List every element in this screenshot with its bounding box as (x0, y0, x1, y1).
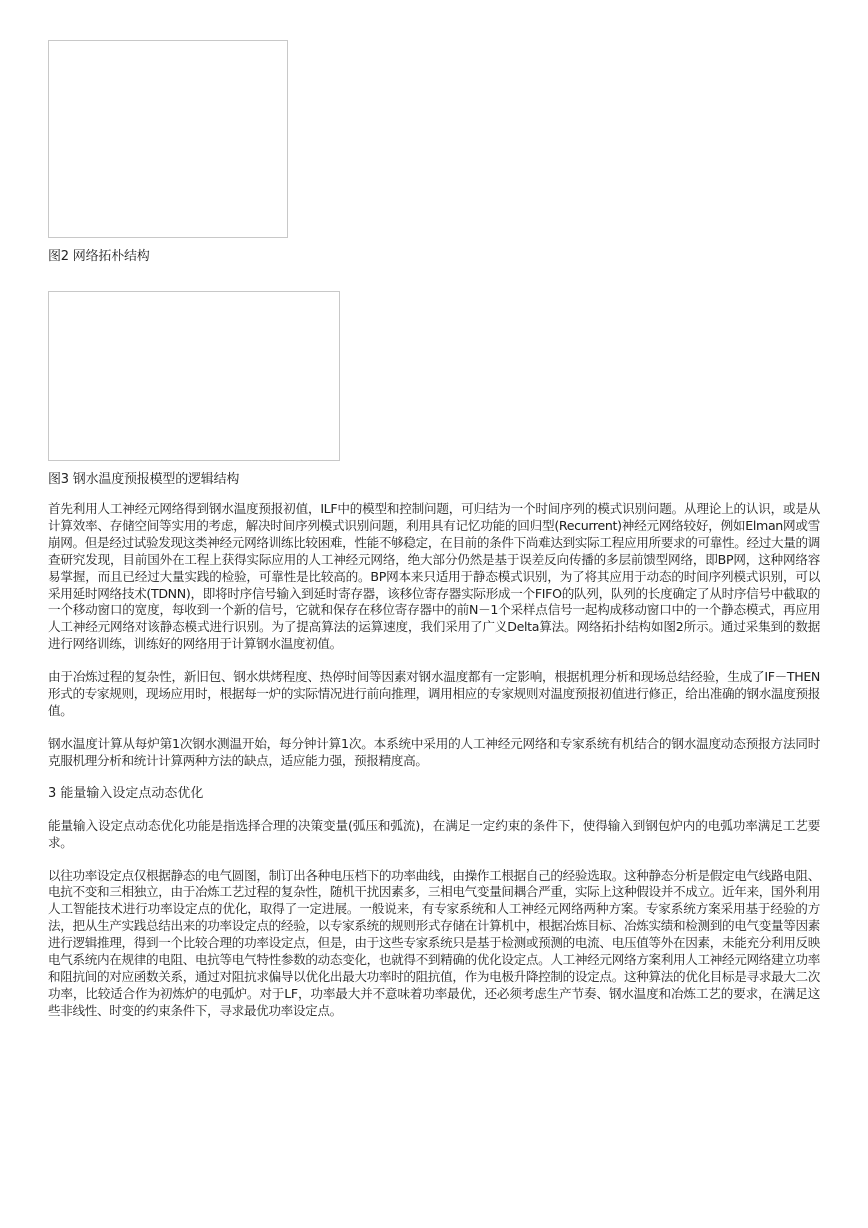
paragraph-temperature-calc: 钢水温度计算从每炉第1次钢水测温开始，每分钟计算1次。本系统中采用的人工神经元网络和专家系统有机结合的钢水温度动态预报方法同时克服机理分析和统计计算两种方法的缺点，适应能力强，预报精度高。 (48, 735, 820, 768)
figure-3-image (48, 291, 340, 461)
figure-3-caption: 图3 钢水温度预报模型的逻辑结构 (48, 472, 240, 487)
document-page (48, 40, 820, 1020)
paragraph-neural-network: 首先利用人工神经元网络得到钢水温度预报初值，ILF中的模型和控制问题，可归结为一个时间序列的模式识别问题。从理论上的认识，或是从计算效率、存储空间等实用的考虑，解决时间序列模式识别问题，利用具有记忆功能的回归型(Recurrent)神经元网络较好，例如Elman网或雪崩网。但是经过试验发现这类神经元网络训练比较困难，性能不够稳定，在目前的条件下尚难达到实际工程应用所要求的可靠性。经过大量的调查研究发现，目前国外在工程上获得实际应用的人工神经元网络，绝大部分仍然是基于误差反向传播的多层前馈型网络，即BP网，这种网络容易掌握，而且已经过大量实践的检验，可靠性是比较高的。BP网本来只适用于静态模式识别，为了将其应用于动态的时间序列模式识别，可以采用延时网络技术(TDNN)，即将时序信号输入到延时寄存器，该移位寄存器实际形成一个FIFO的队列，队列的长度确定了从时序信号中截取的一个移动窗口的宽度，每收到一个新的信号，它就和保存在移位寄存器中的前N－1个采样点信号一起构成移动窗口中的一个静态模式，再应用人工神经元网络对该静态模式进行识别。为了提高算法的运算速度，我们采用了广义Delta算法。网络拓扑结构如图2所示。通过采集到的数据进行网络训练，训练好的网络用于计算钢水温度初值。 (48, 501, 820, 652)
paragraph-energy-input: 能量输入设定点动态优化功能是指选择合理的决策变量(弧压和弧流)，在满足一定约束的条件下，使得输入到钢包炉内的电弧功率满足工艺要求。 (48, 817, 820, 850)
paragraph-power-setpoint: 以往功率设定点仅根据静态的电气圆图，制订出各种电压档下的功率曲线，由操作工根据自己的经验选取。这种静态分析是假定电气线路电阻、电抗不变和三相独立，由于冶炼工艺过程的复杂性，随机干扰因素多，三相电气变量间耦合严重，实际上这种假设并不成立。近年来，国外利用人工智能技术进行功率设定点的优化，取得了一定进展。一般说来，有专家系统和人工神经元网络两种方案。专家系统方案采用基于经验的方法，把从生产实践总结出来的功率设定点的经验，以专家系统的规则形式存储在计算机中，根据冶炼目标、冶炼实绩和检测到的电气变量等因素进行逻辑推理，得到一个比较合理的功率设定点，但是，由于这些专家系统只是基于检测或预测的电流、电压值等外在因素，未能充分利用反映电气系统内在规律的电阻、电抗等电气特性参数的动态变化，也就得不到精确的优化设定点。人工神经元网络方案利用人工神经元网络建立功率和阻抗间的对应函数关系，通过对阻抗求偏导以优化出最大功率时的阻抗值，作为电极升降控制的设定点。这种算法的优化目标是寻求最大二次功率，比较适合作为初炼炉的电弧炉。对于LF，功率最大并不意味着功率最优，还必须考虑生产节奏、钢水温度和冶炼工艺的要求，在满足这些非线性、时变的约束条件下，寻求最优功率设定点。 (48, 867, 820, 1018)
figure-2-image (48, 40, 288, 238)
paragraph-expert-rules: 由于冶炼过程的复杂性，新旧包、钢水烘烤程度、热停时间等因素对钢水温度都有一定影响，根据机理分析和现场总结经验，生成了IF－THEN形式的专家规则，现场应用时，根据每一炉的实际情况进行前向推理，调用相应的专家规则对温度预报初值进行修正，给出准确的钢水温度预报值。 (48, 669, 820, 718)
figure-2-caption: 图2 网络拓朴结构 (48, 249, 150, 264)
section-heading-3: 3 能量输入设定点动态优化 (48, 785, 204, 801)
